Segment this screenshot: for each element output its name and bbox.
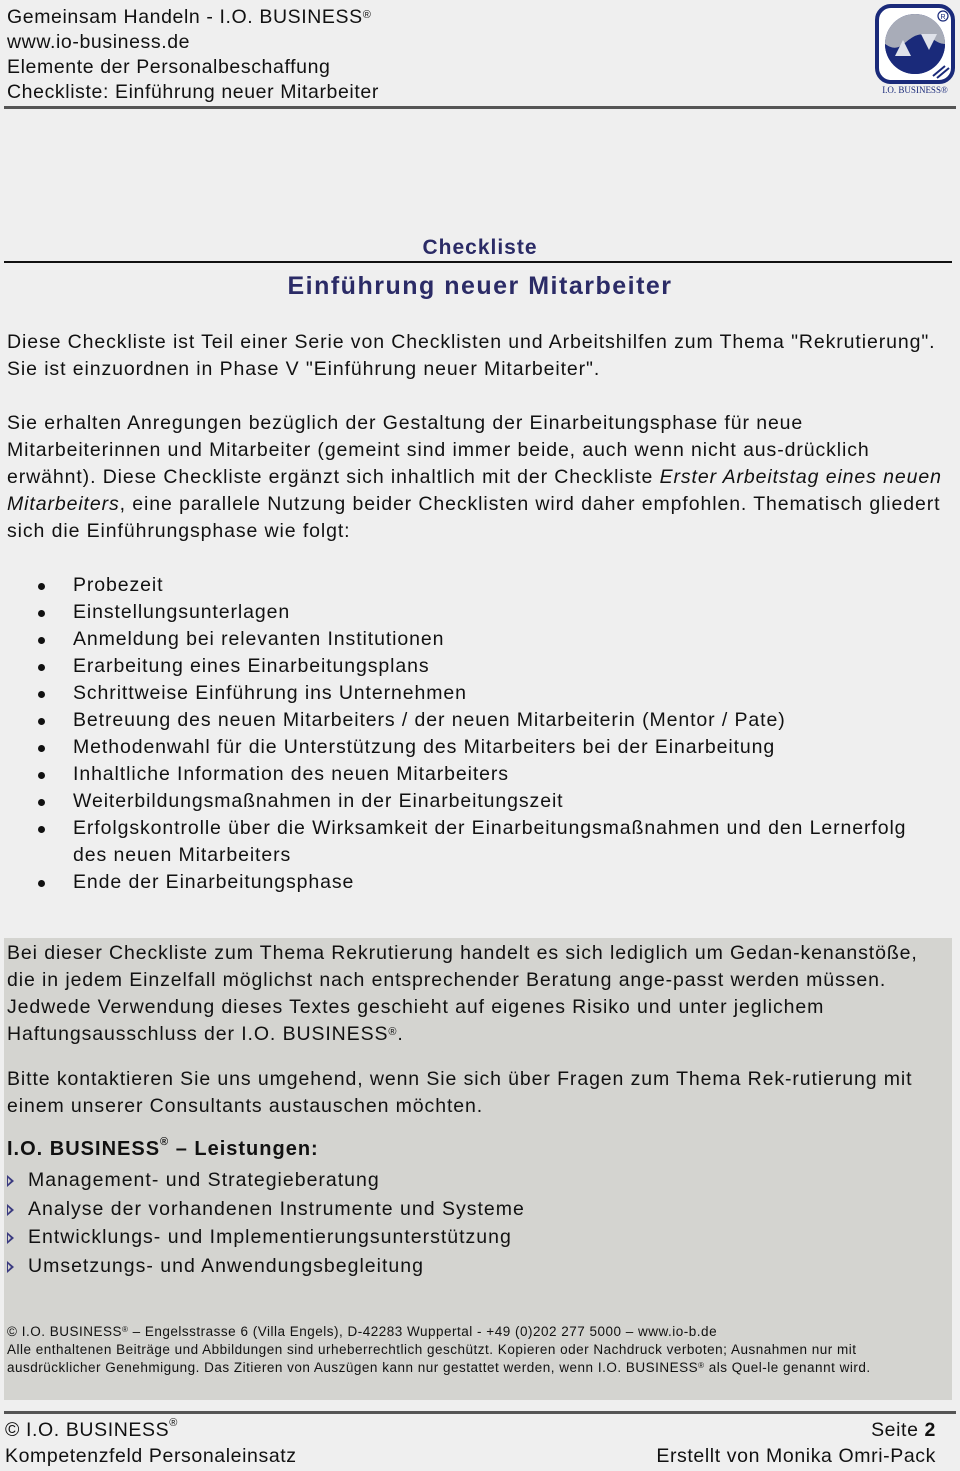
- bullet-icon: [38, 610, 45, 617]
- legal-notice: [7, 1323, 942, 1377]
- header-brand: [7, 5, 371, 30]
- service-item-text: Management- und Strategieberatung: [28, 1169, 380, 1191]
- list-item-text: Schrittweise Einführung ins Unternehmen: [73, 682, 467, 704]
- list-item: [0, 599, 950, 626]
- svg-text:R: R: [940, 14, 946, 21]
- io-business-logo-icon: [873, 4, 957, 96]
- copyright-text-a: Alle enthaltenen Beiträge und Abbildungen sind urheberrechtlich geschützt. Kopieren oder Nachdruck verboten; Ausnahmen nur mit ausdrücklicher Genehmigung. Das Zitieren von Auszügen kann nur gestattet werden, wenn I.O. BUSINESS: [7, 1342, 857, 1375]
- footer-divider: [4, 1411, 956, 1414]
- footer-author: Erstellt von Monika Omri-Pack: [656, 1445, 936, 1467]
- page-number: [871, 1419, 936, 1442]
- footer-department: Kompetenzfeld Personaleinsatz: [5, 1445, 297, 1467]
- registered-mark: ®: [160, 1136, 170, 1148]
- registered-mark: ®: [362, 9, 372, 21]
- bullet-icon: [38, 745, 45, 752]
- intro-paragraph-2: [7, 410, 952, 545]
- bullet-icon: [38, 826, 45, 833]
- list-item: [0, 815, 950, 869]
- list-item: [0, 788, 950, 815]
- footer-copyright-text: © I.O. BUSINESS: [5, 1419, 170, 1441]
- bullet-icon: [38, 637, 45, 644]
- list-item-text: Erarbeitung eines Einarbeitungsplans: [73, 655, 430, 677]
- list-item-text: Methodenwahl für die Unterstützung des Mitarbeiters bei der Einarbeitung: [73, 736, 776, 758]
- disclaimer-end: .: [397, 1023, 404, 1045]
- disclaimer-paragraph: [7, 940, 942, 1048]
- service-item: [4, 1195, 525, 1224]
- list-item-text: Einstellungsunterlagen: [73, 601, 291, 623]
- list-item-text: Erfolgskontrolle über die Wirksamkeit der Einarbeitungsmaßnahmen und den Lernerfolg des neuen Mitarbeiters: [73, 817, 907, 866]
- bullet-icon: [38, 583, 45, 590]
- disclaimer-text: Bei dieser Checkliste zum Thema Rekrutierung handelt es sich lediglich um Gedan-kenanstöße, die in jedem Einzelfall möglichst nach entsprechender Beratung ange-passt werden müssen. Jedwede Verwendung dieses Textes geschieht auf eigenes Risiko und unter jeglichem Haftungsausschluss der I.O. BUSINESS: [7, 942, 918, 1045]
- services-list: [4, 1166, 525, 1280]
- intro-paragraph-1: Diese Checkliste ist Teil einer Serie von Checklisten und Arbeitshilfen zum Thema "Rekrutierung". Sie ist einzuordnen in Phase V "Einführung neuer Mitarbeiter".: [7, 331, 936, 380]
- footer-copyright: [5, 1419, 178, 1442]
- header-divider: [4, 106, 956, 109]
- bullet-icon: [38, 691, 45, 698]
- services-title: [7, 1138, 319, 1161]
- list-item: [0, 734, 950, 761]
- intro-text: Sie erhalten Anregungen bezüglich der Gestaltung der Einarbeitungsphase für neue Mitarbeiterinnen und Mitarbeiter (gemeint sind immer beide, auch wenn nicht aus-drücklich erwähnt). Diese Checkliste ergänzt sich inhaltlich mit der Checkliste: [7, 412, 870, 488]
- bullet-icon: [38, 772, 45, 779]
- list-item: [0, 653, 950, 680]
- page-title: Einführung neuer Mitarbeiter: [287, 272, 673, 300]
- service-item-text: Umsetzungs- und Anwendungsbegleitung: [28, 1254, 424, 1277]
- logo-text: I.O. BUSINESS®: [882, 85, 948, 95]
- services-title-suffix: – Leistungen:: [169, 1138, 319, 1160]
- registered-mark: ®: [388, 1026, 398, 1038]
- page-label: Seite: [871, 1419, 925, 1441]
- list-item: [0, 707, 950, 734]
- list-item: [0, 869, 950, 896]
- registered-mark: ®: [698, 1361, 705, 1370]
- contact-line: [7, 1323, 942, 1341]
- phase-list: [0, 572, 950, 896]
- arrow-right-icon: [7, 1175, 14, 1187]
- header-website: www.io-business.de: [7, 31, 191, 53]
- related-checklist-title: Erster Arbeitstag eines neuen Mitarbeiters: [7, 466, 942, 515]
- title-label: Checkliste: [422, 236, 538, 259]
- header-category: Elemente der Personalbeschaffung: [7, 56, 331, 78]
- service-item-text: Analyse der vorhandenen Instrumente und Systeme: [28, 1197, 525, 1220]
- copyright-text: [7, 1341, 942, 1377]
- contact-paragraph: Bitte kontaktieren Sie uns umgehend, wenn Sie sich über Fragen zum Thema Rek-rutierung mit einem unserer Consultants austauschen möchten.: [7, 1068, 913, 1117]
- copyright-text-b: als Quel-le genannt wird.: [704, 1360, 871, 1375]
- list-item: [0, 572, 950, 599]
- bullet-icon: [38, 718, 45, 725]
- header-document-title: Checkliste: Einführung neuer Mitarbeiter: [7, 81, 379, 103]
- contact-brand: © I.O. BUSINESS: [7, 1324, 122, 1339]
- list-item-text: Betreuung des neuen Mitarbeiters / der neuen Mitarbeiterin (Mentor / Pate): [73, 709, 786, 731]
- arrow-right-icon: [7, 1204, 14, 1216]
- list-item: [0, 680, 950, 707]
- header-brand-text: Gemeinsam Handeln - I.O. BUSINESS: [7, 6, 363, 28]
- registered-mark: ®: [169, 1417, 178, 1429]
- service-item: [4, 1252, 525, 1281]
- bullet-icon: [38, 880, 45, 887]
- service-item: [4, 1223, 525, 1252]
- bullet-icon: [38, 664, 45, 671]
- list-item: [0, 761, 950, 788]
- service-item: [4, 1166, 525, 1195]
- service-item-text: Entwicklungs- und Implementierungsunterstützung: [28, 1226, 512, 1248]
- list-item-text: Inhaltliche Information des neuen Mitarbeiters: [73, 763, 509, 785]
- contact-details: – Engelsstrasse 6 (Villa Engels), D-42283 Wuppertal - +49 (0)202 277 5000 – www.io-b.de: [128, 1324, 718, 1339]
- arrow-right-icon: [7, 1232, 14, 1244]
- disclaimer-box: [4, 938, 952, 1400]
- arrow-right-icon: [7, 1261, 14, 1273]
- list-item: [0, 626, 950, 653]
- intro-text-end: , eine parallele Nutzung beider Checklisten wird daher empfohlen. Thematisch gliedert sich die Einführungsphase wie folgt:: [7, 493, 941, 542]
- list-item-text: Probezeit: [73, 574, 164, 596]
- page-number-value: 2: [924, 1419, 936, 1441]
- title-divider: [4, 261, 952, 263]
- list-item-text: Weiterbildungsmaßnahmen in der Einarbeitungszeit: [73, 790, 564, 812]
- registered-mark: ®: [121, 1325, 129, 1334]
- bullet-icon: [38, 799, 45, 806]
- list-item-text: Ende der Einarbeitungsphase: [73, 871, 355, 893]
- services-brand: I.O. BUSINESS: [7, 1138, 161, 1160]
- list-item-text: Anmeldung bei relevanten Institutionen: [73, 628, 445, 650]
